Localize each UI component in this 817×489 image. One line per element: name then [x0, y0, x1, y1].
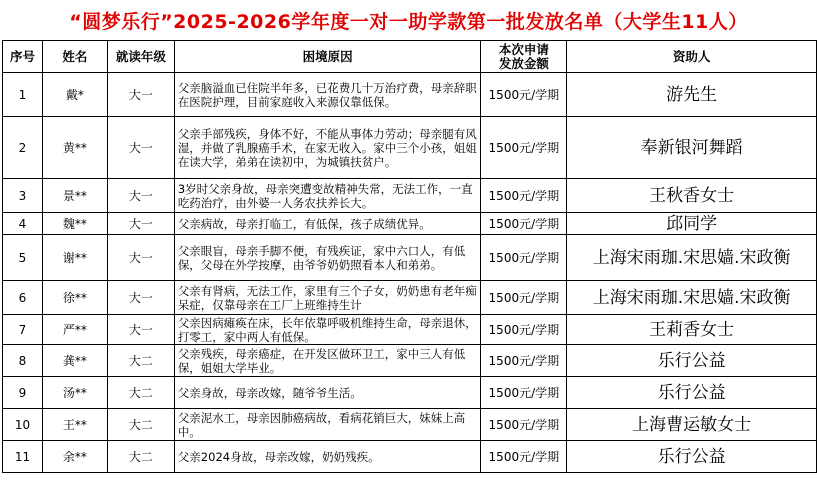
cell-sponsor[interactable]: 游先生 [567, 73, 817, 117]
header-sponsor: 资助人 [567, 41, 817, 73]
cell-reason[interactable]: 父亲脑溢血已住院半年多，已花费几十万治疗费，母亲辞职在医院护理，目前家庭收入来源仅靠低保。 [174, 73, 481, 117]
cell-sponsor[interactable]: 王莉香女士 [567, 315, 817, 345]
cell-amount[interactable]: 1500元/学期 [481, 377, 567, 409]
header-amount-line2: 发放金额 [498, 55, 549, 71]
cell-name[interactable]: 王** [42, 409, 107, 441]
cell-name[interactable]: 汤** [42, 377, 107, 409]
cell-amount[interactable]: 1500元/学期 [481, 281, 567, 315]
table-row [3, 235, 817, 281]
table-row [3, 345, 817, 377]
table-row [3, 315, 817, 345]
cell-name[interactable]: 魏** [42, 213, 107, 235]
table-row [3, 73, 817, 117]
cell-no[interactable]: 1 [3, 73, 43, 117]
page-title: “圆梦乐行”2025-2026学年度一对一助学款第一批发放名单（大学生11人） [69, 10, 748, 33]
cell-amount[interactable]: 1500元/学期 [481, 73, 567, 117]
cell-reason[interactable]: 父亲泥水工，母亲因肺癌病故，看病花销巨大，妹妹上高中。 [174, 409, 481, 441]
cell-amount[interactable]: 1500元/学期 [481, 345, 567, 377]
table-row [3, 117, 817, 179]
cell-name[interactable]: 景** [42, 179, 107, 213]
cell-sponsor[interactable]: 乐行公益 [567, 377, 817, 409]
cell-no[interactable]: 10 [3, 409, 43, 441]
cell-amount[interactable]: 1500元/学期 [481, 315, 567, 345]
cell-name[interactable]: 徐** [42, 281, 107, 315]
cell-no[interactable]: 6 [3, 281, 43, 315]
table-row [3, 281, 817, 315]
cell-amount[interactable]: 1500元/学期 [481, 117, 567, 179]
cell-reason[interactable]: 父亲身故，母亲改嫁，随爷爷生活。 [174, 377, 481, 409]
cell-reason[interactable]: 父亲眼盲，母亲手脚不便，有残疾证，家中六口人，有低保，父母在外学按摩，由爷爷奶奶照看本人和弟弟。 [174, 235, 481, 281]
table-row [3, 179, 817, 213]
cell-reason[interactable]: 父亲有肾病，无法工作，家里有三个子女，奶奶患有老年痴呆症，仅靠母亲在工厂上班维持生计 [174, 281, 481, 315]
cell-no[interactable]: 9 [3, 377, 43, 409]
cell-grade[interactable]: 大一 [107, 315, 174, 345]
cell-amount[interactable]: 1500元/学期 [481, 179, 567, 213]
cell-grade[interactable]: 大一 [107, 179, 174, 213]
cell-name[interactable]: 严** [42, 315, 107, 345]
cell-no[interactable]: 3 [3, 179, 43, 213]
cell-sponsor[interactable]: 上海宋雨珈.宋思嫱.宋政衡 [567, 281, 817, 315]
cell-grade[interactable]: 大一 [107, 281, 174, 315]
cell-reason[interactable]: 父亲因病瘫痪在床，长年依靠呼吸机维持生命，母亲退休，打零工，家中两人有低保。 [174, 315, 481, 345]
cell-name[interactable]: 余** [42, 441, 107, 473]
cell-amount[interactable]: 1500元/学期 [481, 441, 567, 473]
cell-grade[interactable]: 大一 [107, 235, 174, 281]
cell-sponsor[interactable]: 奉新银河舞蹈 [567, 117, 817, 179]
cell-reason[interactable]: 父亲2024身故，母亲改嫁，奶奶残疾。 [174, 441, 481, 473]
cell-sponsor[interactable]: 乐行公益 [567, 441, 817, 473]
cell-reason[interactable]: 3岁时父亲身故，母亲突遭变故精神失常，无法工作，一直吃药治疗，由外婆一人务农扶养长大。 [174, 179, 481, 213]
table-row [3, 377, 817, 409]
header-amount [481, 41, 567, 73]
cell-amount[interactable]: 1500元/学期 [481, 235, 567, 281]
aid-list-table [2, 40, 817, 473]
header-amount-line1: 本次申请 [498, 41, 549, 57]
cell-sponsor[interactable]: 邱同学 [567, 213, 817, 235]
cell-name[interactable]: 戴* [42, 73, 107, 117]
cell-sponsor[interactable]: 上海宋雨珈.宋思嫱.宋政衡 [567, 235, 817, 281]
cell-grade[interactable]: 大二 [107, 441, 174, 473]
cell-name[interactable]: 黄** [42, 117, 107, 179]
cell-grade[interactable]: 大一 [107, 213, 174, 235]
cell-sponsor[interactable]: 上海曹运敏女士 [567, 409, 817, 441]
cell-grade[interactable]: 大一 [107, 73, 174, 117]
cell-reason[interactable]: 父亲病故，母亲打临工，有低保，孩子成绩优异。 [174, 213, 481, 235]
table-row [3, 409, 817, 441]
cell-reason[interactable]: 父亲手部残疾，身体不好，不能从事体力劳动；母亲腿有风湿，并做了乳腺癌手术，在家无收入。家中三个小孩，姐姐在读大学，弟弟在读初中，为城镇扶贫户。 [174, 117, 481, 179]
cell-name[interactable]: 谢** [42, 235, 107, 281]
cell-no[interactable]: 7 [3, 315, 43, 345]
cell-amount[interactable]: 1500元/学期 [481, 213, 567, 235]
cell-no[interactable]: 4 [3, 213, 43, 235]
header-no: 序号 [3, 41, 43, 73]
header-reason: 困境原因 [174, 41, 481, 73]
cell-grade[interactable]: 大二 [107, 409, 174, 441]
cell-grade[interactable]: 大二 [107, 345, 174, 377]
cell-no[interactable]: 11 [3, 441, 43, 473]
cell-no[interactable]: 2 [3, 117, 43, 179]
header-name: 姓名 [42, 41, 107, 73]
cell-reason[interactable]: 父亲残疾，母亲癌症，在开发区做环卫工，家中三人有低保，姐姐大学毕业。 [174, 345, 481, 377]
cell-grade[interactable]: 大一 [107, 117, 174, 179]
cell-sponsor[interactable]: 王秋香女士 [567, 179, 817, 213]
header-grade: 就读年级 [107, 41, 174, 73]
table-row [3, 213, 817, 235]
cell-amount[interactable]: 1500元/学期 [481, 409, 567, 441]
cell-name[interactable]: 龚** [42, 345, 107, 377]
cell-no[interactable]: 8 [3, 345, 43, 377]
cell-no[interactable]: 5 [3, 235, 43, 281]
cell-sponsor[interactable]: 乐行公益 [567, 345, 817, 377]
header-row [3, 41, 817, 73]
table-row [3, 441, 817, 473]
cell-grade[interactable]: 大二 [107, 377, 174, 409]
